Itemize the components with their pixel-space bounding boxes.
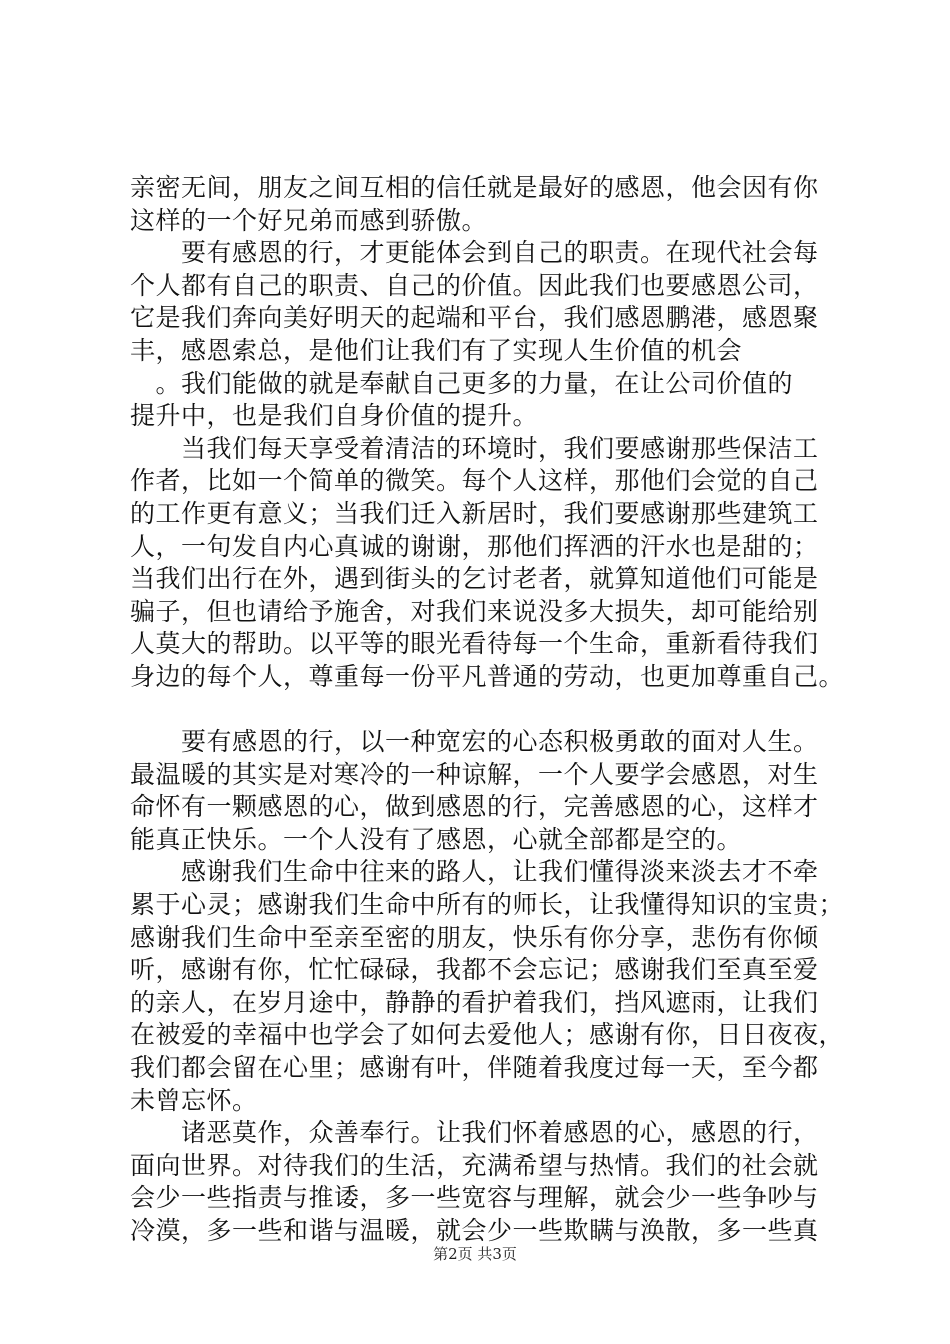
text-line: 感谢我们生命中往来的路人，让我们懂得淡来淡去才不牵 xyxy=(130,857,819,887)
text-line: 能真正快乐。一个人没有了感恩，心就全部都是空的。 xyxy=(130,824,743,854)
body-text xyxy=(130,172,850,1248)
text-line: 感谢我们生命中至亲至密的朋友，快乐有你分享，悲伤有你倾 xyxy=(130,922,819,952)
text-line: 人莫大的帮助。以平等的眼光看待每一个生命，重新看待我们 xyxy=(130,629,819,659)
text-line: 当我们出行在外，遇到街头的乞讨老者，就算知道他们可能是 xyxy=(130,564,819,594)
blank-line xyxy=(130,694,850,727)
text-line: 要有感恩的行，才更能体会到自己的职责。在现代社会每 xyxy=(130,238,819,268)
text-line: 命怀有一颗感恩的心，做到感恩的行，完善感恩的心，这样才 xyxy=(130,792,819,822)
text-line: 要有感恩的行，以一种宽宏的心态积极勇敢的面对人生。 xyxy=(130,727,819,757)
text-line: 这样的一个好兄弟而感到骄傲。 xyxy=(130,205,488,235)
text-line: 的工作更有意义；当我们迁入新居时，我们要感谢那些建筑工 xyxy=(130,498,819,528)
text-line: 骗子，但也请给予施舍，对我们来说没多大损失，却可能给别 xyxy=(130,596,819,626)
text-line: 最温暖的其实是对寒冷的一种谅解，一个人要学会感恩，对生 xyxy=(130,759,819,789)
page-footer xyxy=(0,1243,950,1264)
text-line: 个人都有自己的职责、自己的价值。因此我们也要感恩公司， xyxy=(130,270,819,300)
text-line: 丰，感恩索总，是他们让我们有了实现人生价值的机会 xyxy=(130,335,743,365)
text-line: 诸恶莫作，众善奉行。让我们怀着感恩的心，感恩的行， xyxy=(130,1118,819,1148)
text-line: 听，感谢有你，忙忙碌碌，我都不会忘记；感谢我们至真至爱 xyxy=(130,955,819,985)
text-line: 它是我们奔向美好明天的起端和平台，我们感恩鹏港，感恩聚 xyxy=(130,303,819,333)
text-line: 的亲人，在岁月途中，静静的看护着我们，挡风遮雨，让我们 xyxy=(130,987,819,1017)
text-line: 提升中，也是我们自身价值的提升。 xyxy=(130,401,539,431)
text-line: 我们都会留在心里；感谢有叶，伴随着我度过每一天，至今都 xyxy=(130,1053,819,1083)
text-line: 面向世界。对待我们的生活，充满希望与热情。我们的社会就 xyxy=(130,1150,819,1180)
text-line: 未曾忘怀。 xyxy=(130,1085,258,1115)
text-line: 在被爱的幸福中也学会了如何去爱他人；感谢有你，日日夜夜， xyxy=(130,1020,845,1050)
text-line: 会少一些指责与推诿，多一些宽容与理解，就会少一些争吵与 xyxy=(130,1183,819,1213)
page-number-label: 第2页 共3页 xyxy=(433,1245,517,1263)
text-line: 当我们每天享受着清洁的环境时，我们要感谢那些保洁工 xyxy=(130,433,819,463)
text-line: 累于心灵；感谢我们生命中所有的师长，让我懂得知识的宝贵； xyxy=(130,890,845,920)
text-line: 作者，比如一个简单的微笑。每个人这样，那他们会觉的自己 xyxy=(130,466,819,496)
text-line: 人，一句发自内心真诚的谢谢，那他们挥洒的汗水也是甜的； xyxy=(130,531,819,561)
text-line: 亲密无间，朋友之间互相的信任就是最好的感恩，他会因有你 xyxy=(130,173,819,202)
text-line: 。我们能做的就是奉献自己更多的力量，在让公司价值的 xyxy=(130,368,794,398)
text-line: 身边的每个人，尊重每一份平凡普通的劳动，也更加尊重自己。 xyxy=(130,661,845,691)
text-line: 冷漠，多一些和谐与温暖，就会少一些欺瞒与涣散，多一些真 xyxy=(130,1216,819,1245)
